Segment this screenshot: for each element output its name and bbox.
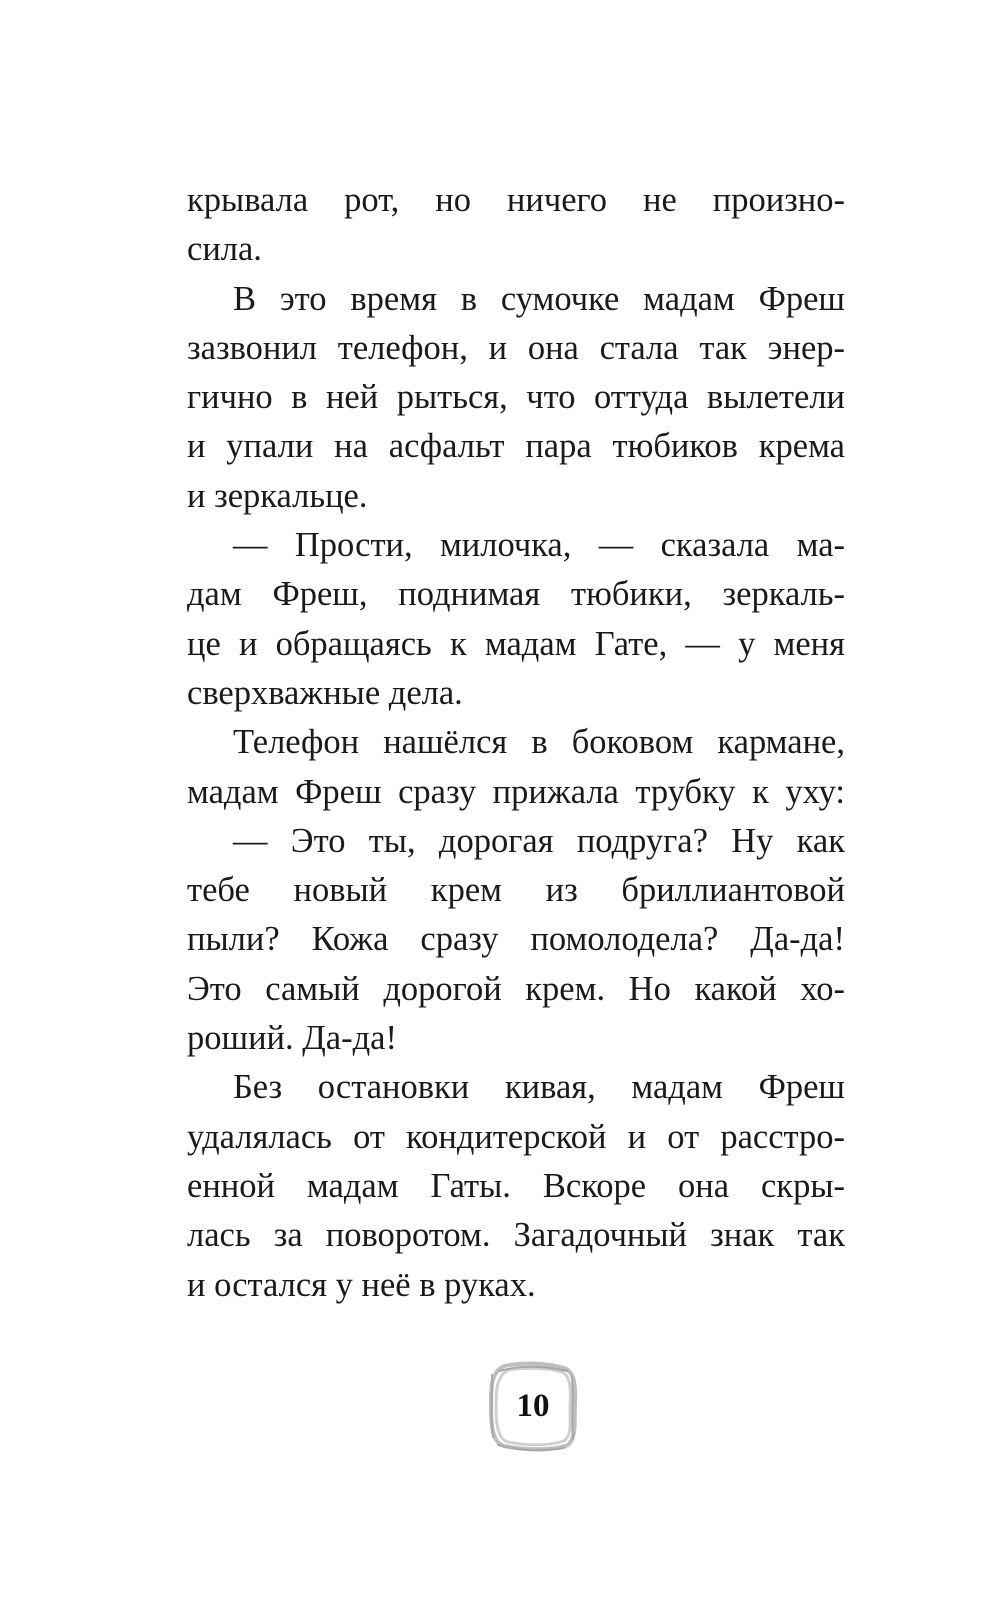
text-line: и остался у неё в руках. xyxy=(187,1265,536,1304)
text-line: — Прости, милочка, — сказала ма- xyxy=(233,526,845,565)
text-line: удалялась от кондитерской и от расстро- xyxy=(187,1117,845,1156)
text-line: мадам Фреш сразу прижала трубку к уху: xyxy=(187,772,845,811)
text-line: Телефон нашёлся в боковом кармане, xyxy=(233,723,845,762)
text-line: и зеркальце. xyxy=(187,476,368,515)
text-line: роший. Да-да! xyxy=(187,1019,397,1058)
body-text xyxy=(187,176,845,1310)
text-line: пыли? Кожа сразу помолодела? Да-да! xyxy=(187,920,845,959)
page-number: 10 xyxy=(516,1388,550,1424)
text-line: В это время в сумочке мадам Фреш xyxy=(233,279,845,318)
text-line: тебе новый крем из бриллиантовой xyxy=(187,871,845,910)
text-line: — Это ты, дорогая подруга? Ну как xyxy=(233,821,845,860)
text-line: дам Фреш, поднимая тюбики, зеркаль- xyxy=(187,575,845,614)
text-line: Это самый дорогой крем. Но какой хо- xyxy=(187,969,845,1008)
page-number-badge xyxy=(484,1357,582,1455)
text-line: це и обращаясь к мадам Гате, — у меня xyxy=(187,624,845,663)
text-line: енной мадам Гаты. Вскоре она скры- xyxy=(187,1166,845,1205)
text-line: крывала рот, но ничего не произно- xyxy=(187,181,845,219)
text-line: Без остановки кивая, мадам Фреш xyxy=(233,1068,845,1107)
text-line: сила. xyxy=(187,230,262,269)
text-line: зазвонил телефон, и она стала так энер- xyxy=(187,328,845,367)
text-line: лась за поворотом. Загадочный знак так xyxy=(187,1216,845,1255)
text-line: сверхважные дела. xyxy=(187,673,463,712)
text-line: гично в ней рыться, что оттуда вылетели xyxy=(187,378,845,417)
text-line: и упали на асфальт пара тюбиков крема xyxy=(187,427,845,466)
